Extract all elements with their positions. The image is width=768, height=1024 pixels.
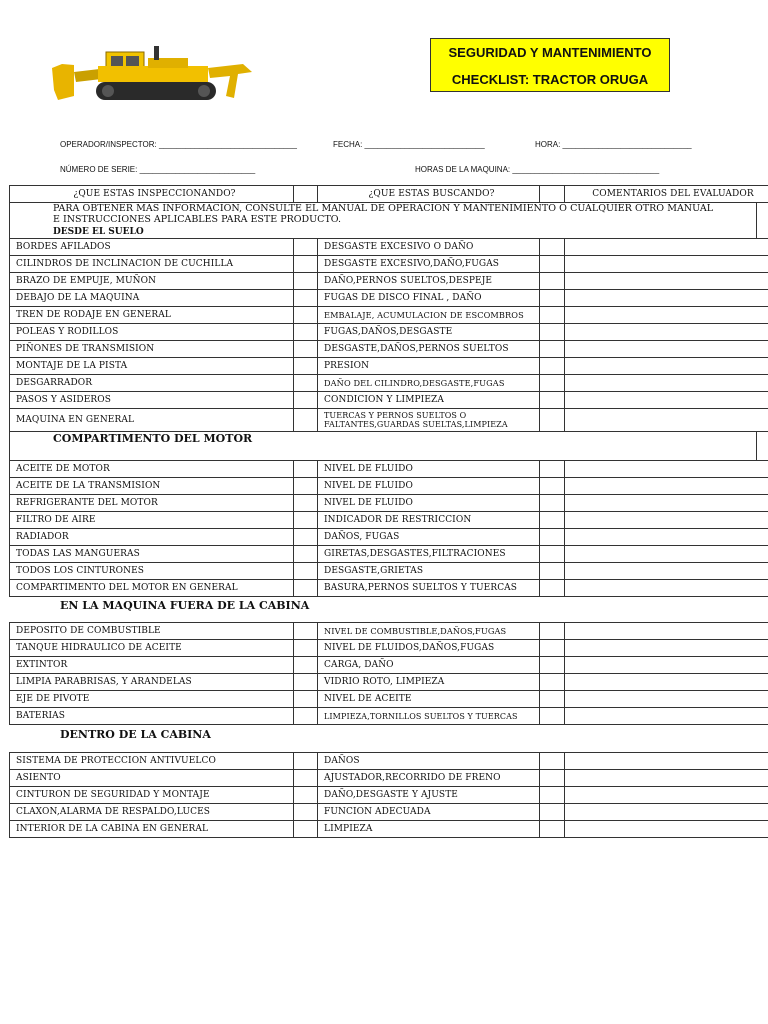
inspect-item-cell: FILTRO DE AIRE bbox=[10, 512, 294, 529]
comment-cell[interactable] bbox=[565, 256, 768, 273]
look-for-cell: TUERCAS Y PERNOS SUELTOS O FALTANTES,GUARDAS SUELTAS,LIMPIEZA bbox=[318, 409, 540, 432]
look-for-cell: EMBALAJE, ACUMULACION DE ESCOMBROS bbox=[318, 307, 540, 324]
table-row bbox=[10, 770, 768, 787]
look-for-cell: NIVEL DE FLUIDO bbox=[318, 478, 540, 495]
check-box-1[interactable] bbox=[294, 290, 318, 307]
comment-cell[interactable] bbox=[565, 461, 768, 478]
check-box-2[interactable] bbox=[540, 674, 565, 691]
check-box-2[interactable] bbox=[540, 753, 565, 770]
check-box-1[interactable] bbox=[294, 691, 318, 708]
check-box-1[interactable] bbox=[294, 375, 318, 392]
check-box-2[interactable] bbox=[540, 358, 565, 375]
comment-cell[interactable] bbox=[565, 409, 768, 432]
inspect-item-cell: ASIENTO bbox=[10, 770, 294, 787]
check-box-2[interactable] bbox=[540, 529, 565, 546]
table-row bbox=[10, 787, 768, 804]
check-box-2[interactable] bbox=[540, 691, 565, 708]
title-line-2: CHECKLIST: TRACTOR ORUGA bbox=[451, 72, 649, 87]
check-box-2[interactable] bbox=[540, 563, 565, 580]
check-box-2[interactable] bbox=[540, 770, 565, 787]
bulldozer-logo bbox=[48, 38, 258, 108]
look-for-cell: AJUSTADOR,RECORRIDO DE FRENO bbox=[318, 770, 540, 787]
look-for-cell: NIVEL DE COMBUSTIBLE,DAÑOS,FUGAS bbox=[318, 623, 540, 640]
col-header-inspeccionando: ¿QUE ESTAS INSPECCIONANDO? bbox=[10, 186, 294, 203]
check-box-1[interactable] bbox=[294, 409, 318, 432]
look-for-cell: VIDRIO ROTO, LIMPIEZA bbox=[318, 674, 540, 691]
look-for-cell: DAÑOS, FUGAS bbox=[318, 529, 540, 546]
inspect-item-cell: PIÑONES DE TRANSMISION bbox=[10, 341, 294, 358]
table-dentro bbox=[9, 752, 768, 838]
check-box-2[interactable] bbox=[540, 461, 565, 478]
check-box-2[interactable] bbox=[540, 307, 565, 324]
table-row bbox=[10, 273, 768, 290]
look-for-cell: LIMPIEZA,TORNILLOS SUELTOS Y TUERCAS bbox=[318, 708, 540, 725]
check-box-2[interactable] bbox=[540, 640, 565, 657]
inspect-item-cell: COMPARTIMENTO DEL MOTOR EN GENERAL bbox=[10, 580, 294, 597]
inspect-item-cell: MONTAJE DE LA PISTA bbox=[10, 358, 294, 375]
title-line-1: SEGURIDAD Y MANTENIMIENTO bbox=[448, 45, 652, 60]
look-for-cell: NIVEL DE FLUIDO bbox=[318, 495, 540, 512]
check-box-2[interactable] bbox=[540, 375, 565, 392]
check-box-2[interactable] bbox=[540, 623, 565, 640]
table-row bbox=[10, 708, 768, 725]
check-box-1[interactable] bbox=[294, 580, 318, 597]
column-headers bbox=[9, 185, 768, 203]
look-for-cell: DAÑO DEL CILINDRO,DESGASTE,FUGAS bbox=[318, 375, 540, 392]
inspect-item-cell: POLEAS Y RODILLOS bbox=[10, 324, 294, 341]
table-row bbox=[10, 478, 768, 495]
check-box-2[interactable] bbox=[540, 341, 565, 358]
comment-cell[interactable] bbox=[565, 478, 768, 495]
section-title-suelo: DESDE EL SUELO bbox=[53, 227, 144, 237]
inspect-item-cell: DEBAJO DE LA MAQUINA bbox=[10, 290, 294, 307]
col-header-buscando: ¿QUE ESTAS BUSCANDO? bbox=[318, 186, 540, 203]
table-row bbox=[10, 512, 768, 529]
comment-cell[interactable] bbox=[565, 657, 768, 674]
check-box-1[interactable] bbox=[294, 256, 318, 273]
table-row bbox=[10, 324, 768, 341]
info-text: PARA OBTENER MAS INFORMACION, CONSULTE EL MANUAL DE OPERACION Y MANTENIMIENTO O CUALQUIER OTRO MANUAL E INSTRUCCIONES APLICABLES PARA ESTE PRODUCTO. bbox=[53, 203, 713, 225]
comment-cell[interactable] bbox=[565, 580, 768, 597]
operador-field[interactable]: OPERADOR/INSPECTOR: _______________________________ bbox=[60, 140, 297, 149]
inspect-item-cell: INTERIOR DE LA CABINA EN GENERAL bbox=[10, 821, 294, 838]
look-for-cell: INDICADOR DE RESTRICCION bbox=[318, 512, 540, 529]
look-for-cell: DESGASTE EXCESIVO,DAÑO,FUGAS bbox=[318, 256, 540, 273]
look-for-cell: NIVEL DE FLUIDOS,DAÑOS,FUGAS bbox=[318, 640, 540, 657]
comment-cell[interactable] bbox=[565, 691, 768, 708]
check-box-1[interactable] bbox=[294, 495, 318, 512]
check-box-1[interactable] bbox=[294, 546, 318, 563]
check-box-2[interactable] bbox=[540, 409, 565, 432]
table-row bbox=[10, 546, 768, 563]
look-for-cell: DESGASTE EXCESIVO O DAÑO bbox=[318, 239, 540, 256]
look-for-cell: FUNCION ADECUADA bbox=[318, 804, 540, 821]
check-box-1[interactable] bbox=[294, 708, 318, 725]
comment-cell[interactable] bbox=[565, 307, 768, 324]
table-motor bbox=[9, 460, 768, 597]
comment-cell[interactable] bbox=[565, 529, 768, 546]
look-for-cell: DAÑOS bbox=[318, 753, 540, 770]
comment-cell[interactable] bbox=[565, 239, 768, 256]
check-box-1[interactable] bbox=[294, 787, 318, 804]
inspect-item-cell: REFRIGERANTE DEL MOTOR bbox=[10, 495, 294, 512]
table-row bbox=[10, 691, 768, 708]
table-row bbox=[10, 674, 768, 691]
check-box-1[interactable] bbox=[294, 623, 318, 640]
check-box-1[interactable] bbox=[294, 358, 318, 375]
inspect-item-cell: MAQUINA EN GENERAL bbox=[10, 409, 294, 432]
inspect-item-cell: TODOS LOS CINTURONES bbox=[10, 563, 294, 580]
table-row bbox=[10, 341, 768, 358]
comment-cell[interactable] bbox=[565, 623, 768, 640]
table-row bbox=[10, 563, 768, 580]
table-row bbox=[10, 623, 768, 640]
check-box-1[interactable] bbox=[294, 461, 318, 478]
comment-cell[interactable] bbox=[565, 563, 768, 580]
comment-cell[interactable] bbox=[565, 512, 768, 529]
table-row bbox=[10, 358, 768, 375]
check-box-1[interactable] bbox=[294, 770, 318, 787]
section-title-motor: COMPARTIMENTO DEL MOTOR bbox=[53, 432, 253, 445]
comment-cell[interactable] bbox=[565, 392, 768, 409]
section-title-dentro: DENTRO DE LA CABINA bbox=[60, 728, 211, 741]
check-box-1[interactable] bbox=[294, 273, 318, 290]
serie-field[interactable]: NÚMERO DE SERIE: __________________________ bbox=[60, 165, 256, 174]
check-box-1[interactable] bbox=[294, 324, 318, 341]
comment-cell[interactable] bbox=[565, 674, 768, 691]
check-box-1[interactable] bbox=[294, 821, 318, 838]
table-row bbox=[10, 461, 768, 478]
check-box-2[interactable] bbox=[540, 708, 565, 725]
table-row bbox=[10, 239, 768, 256]
check-box-1[interactable] bbox=[294, 341, 318, 358]
look-for-cell: DAÑO,DESGASTE Y AJUSTE bbox=[318, 787, 540, 804]
table-row bbox=[10, 821, 768, 838]
inspect-item-cell: TREN DE RODAJE EN GENERAL bbox=[10, 307, 294, 324]
check-box-1[interactable] bbox=[294, 512, 318, 529]
look-for-cell: DESGASTE,GRIETAS bbox=[318, 563, 540, 580]
look-for-cell: CONDICION Y LIMPIEZA bbox=[318, 392, 540, 409]
comment-cell[interactable] bbox=[565, 804, 768, 821]
inspect-item-cell: TODAS LAS MANGUERAS bbox=[10, 546, 294, 563]
table-row bbox=[10, 392, 768, 409]
look-for-cell: FUGAS DE DISCO FINAL , DAÑO bbox=[318, 290, 540, 307]
check-box-1[interactable] bbox=[294, 392, 318, 409]
comment-cell[interactable] bbox=[565, 341, 768, 358]
comment-cell[interactable] bbox=[565, 546, 768, 563]
inspect-item-cell: BORDES AFILADOS bbox=[10, 239, 294, 256]
check-box-2[interactable] bbox=[540, 324, 565, 341]
check-box-2[interactable] bbox=[540, 392, 565, 409]
look-for-cell: GIRETAS,DESGASTES,FILTRACIONES bbox=[318, 546, 540, 563]
horas-field[interactable]: HORAS DE LA MAQUINA: _________________________________ bbox=[415, 165, 660, 174]
inspect-item-cell: EXTINTOR bbox=[10, 657, 294, 674]
table-row bbox=[10, 409, 768, 432]
inspect-item-cell: BATERIAS bbox=[10, 708, 294, 725]
look-for-cell: LIMPIEZA bbox=[318, 821, 540, 838]
inspect-item-cell: CLAXON,ALARMA DE RESPALDO,LUCES bbox=[10, 804, 294, 821]
table-row bbox=[10, 256, 768, 273]
inspect-item-cell: BRAZO DE EMPUJE, MUÑON bbox=[10, 273, 294, 290]
table-row bbox=[10, 657, 768, 674]
table-row bbox=[10, 580, 768, 597]
check-box-1[interactable] bbox=[294, 239, 318, 256]
col-header-comentarios: COMENTARIOS DEL EVALUADOR bbox=[565, 186, 768, 203]
comment-cell[interactable] bbox=[565, 770, 768, 787]
fecha-field[interactable]: FECHA: ___________________________ bbox=[333, 140, 485, 149]
check-box-2[interactable] bbox=[540, 804, 565, 821]
check-box-1[interactable] bbox=[294, 307, 318, 324]
check-box-1[interactable] bbox=[294, 640, 318, 657]
check-box-1[interactable] bbox=[294, 657, 318, 674]
table-row bbox=[10, 495, 768, 512]
inspect-item-cell: CINTURON DE SEGURIDAD Y MONTAJE bbox=[10, 787, 294, 804]
table-row bbox=[10, 307, 768, 324]
table-row bbox=[10, 529, 768, 546]
check-box-2[interactable] bbox=[540, 512, 565, 529]
check-box-2[interactable] bbox=[540, 478, 565, 495]
comment-cell[interactable] bbox=[565, 375, 768, 392]
title-box bbox=[430, 38, 670, 92]
look-for-cell: FUGAS,DAÑOS,DESGASTE bbox=[318, 324, 540, 341]
check-box-1[interactable] bbox=[294, 478, 318, 495]
check-box-2[interactable] bbox=[540, 239, 565, 256]
inspect-item-cell: TANQUE HIDRAULICO DE ACEITE bbox=[10, 640, 294, 657]
look-for-cell: NIVEL DE ACEITE bbox=[318, 691, 540, 708]
section-title-fuera: EN LA MAQUINA FUERA DE LA CABINA bbox=[60, 599, 310, 612]
comment-cell[interactable] bbox=[565, 753, 768, 770]
comment-cell[interactable] bbox=[565, 358, 768, 375]
comment-cell[interactable] bbox=[565, 495, 768, 512]
check-box-2[interactable] bbox=[540, 821, 565, 838]
check-box-2[interactable] bbox=[540, 787, 565, 804]
comment-cell[interactable] bbox=[565, 787, 768, 804]
check-box-1[interactable] bbox=[294, 529, 318, 546]
table-suelo bbox=[9, 238, 768, 432]
check-box-2[interactable] bbox=[540, 256, 565, 273]
check-box-2[interactable] bbox=[540, 580, 565, 597]
check-box-2[interactable] bbox=[540, 546, 565, 563]
look-for-cell: DESGASTE,DAÑOS,PERNOS SUELTOS bbox=[318, 341, 540, 358]
look-for-cell: NIVEL DE FLUIDO bbox=[318, 461, 540, 478]
inspect-item-cell: CILINDROS DE INCLINACION DE CUCHILLA bbox=[10, 256, 294, 273]
check-box-1[interactable] bbox=[294, 804, 318, 821]
check-box-1[interactable] bbox=[294, 563, 318, 580]
table-fuera bbox=[9, 622, 768, 725]
comment-cell[interactable] bbox=[565, 640, 768, 657]
inspect-item-cell: ACEITE DE MOTOR bbox=[10, 461, 294, 478]
table-row bbox=[10, 640, 768, 657]
look-for-cell: DAÑO,PERNOS SUELTOS,DESPEJE bbox=[318, 273, 540, 290]
look-for-cell: BASURA,PERNOS SUELTOS Y TUERCAS bbox=[318, 580, 540, 597]
comment-cell[interactable] bbox=[565, 324, 768, 341]
look-for-cell: PRESION bbox=[318, 358, 540, 375]
look-for-cell: CARGA, DAÑO bbox=[318, 657, 540, 674]
table-row bbox=[10, 804, 768, 821]
inspect-item-cell: PASOS Y ASIDEROS bbox=[10, 392, 294, 409]
inspect-item-cell: SISTEMA DE PROTECCION ANTIVUELCO bbox=[10, 753, 294, 770]
check-box-1[interactable] bbox=[294, 753, 318, 770]
comment-cell[interactable] bbox=[565, 708, 768, 725]
check-box-2[interactable] bbox=[540, 290, 565, 307]
inspect-item-cell: RADIADOR bbox=[10, 529, 294, 546]
inspect-item-cell: ACEITE DE LA TRANSMISION bbox=[10, 478, 294, 495]
check-box-2[interactable] bbox=[540, 657, 565, 674]
check-box-2[interactable] bbox=[540, 273, 565, 290]
inspect-item-cell: LIMPIA PARABRISAS, Y ARANDELAS bbox=[10, 674, 294, 691]
check-box-2[interactable] bbox=[540, 495, 565, 512]
inspect-item-cell: EJE DE PIVOTE bbox=[10, 691, 294, 708]
hora-field[interactable]: HORA: _____________________________ bbox=[535, 140, 692, 149]
check-box-1[interactable] bbox=[294, 674, 318, 691]
comment-cell[interactable] bbox=[565, 273, 768, 290]
table-row bbox=[10, 290, 768, 307]
comment-cell[interactable] bbox=[565, 821, 768, 838]
inspect-item-cell: DESGARRADOR bbox=[10, 375, 294, 392]
inspect-item-cell: DEPOSITO DE COMBUSTIBLE bbox=[10, 623, 294, 640]
table-row bbox=[10, 375, 768, 392]
table-row bbox=[10, 753, 768, 770]
comment-cell[interactable] bbox=[565, 290, 768, 307]
